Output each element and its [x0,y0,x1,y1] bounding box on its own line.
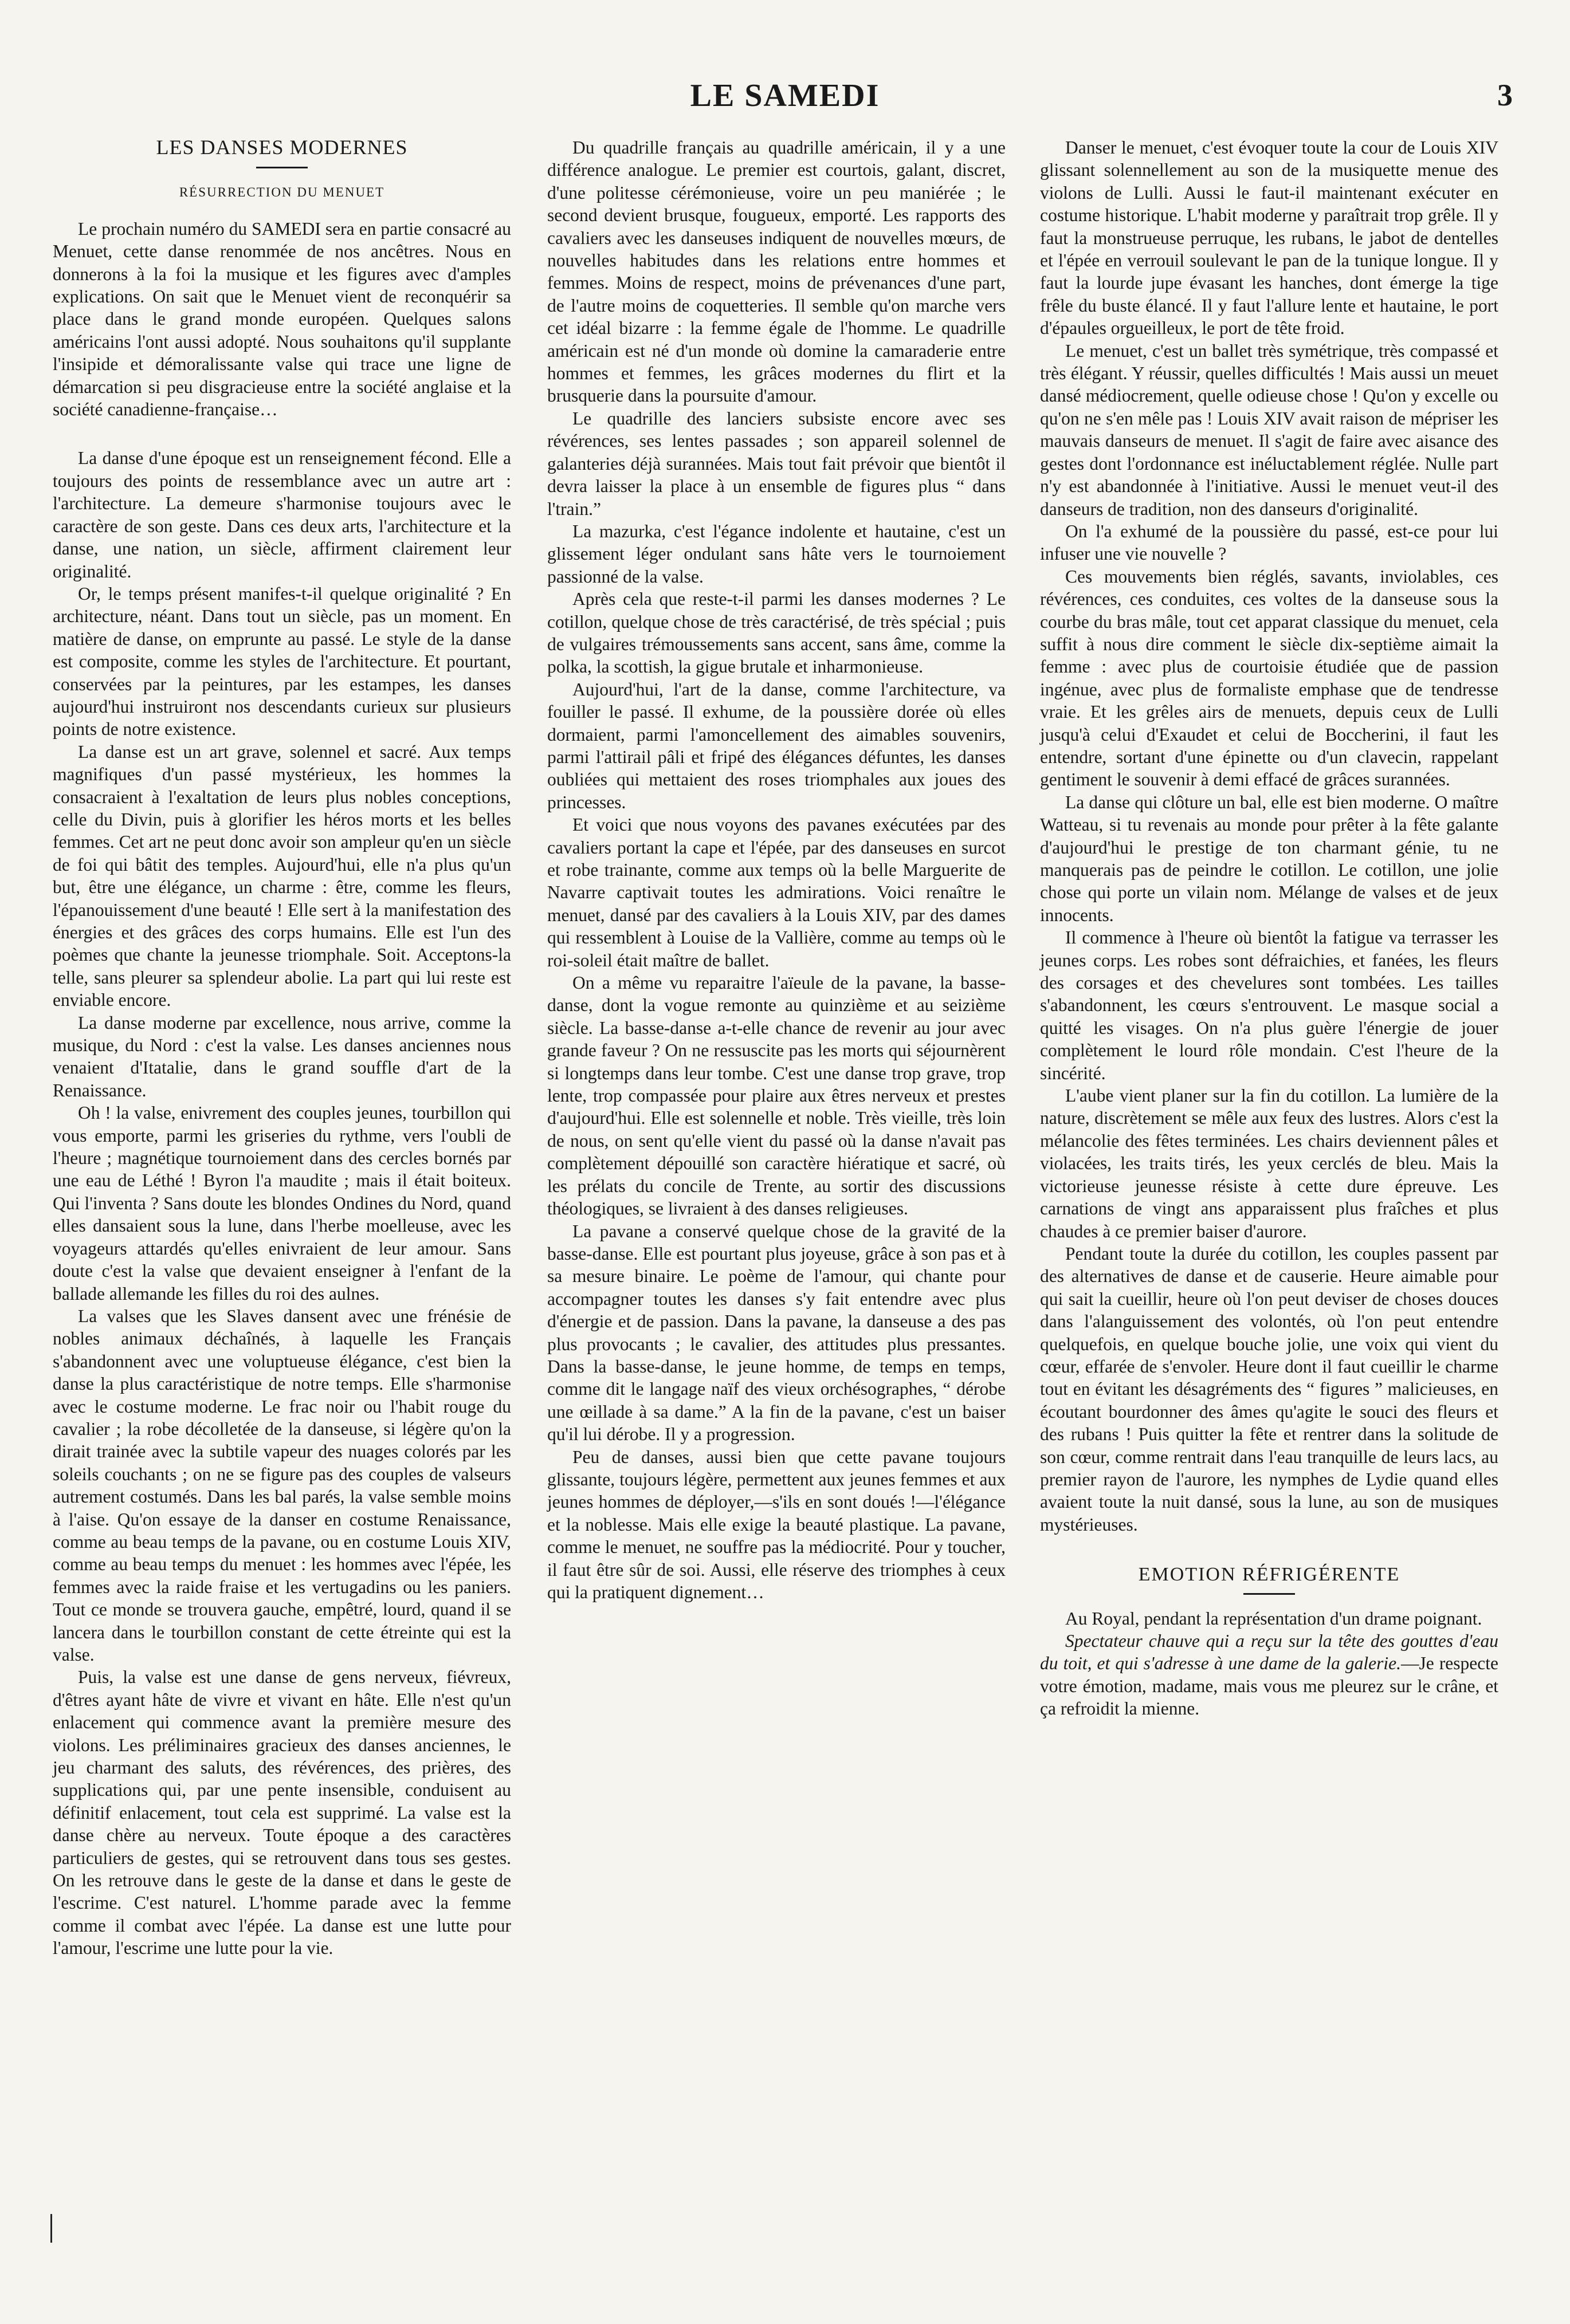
paragraph: La mazurka, c'est l'égance indolente et hautaine, c'est un glissement léger ondulant sans hâte vers le tournoiement passionné de la valse. [547,521,1006,587]
page-number: 3 [1497,78,1513,112]
paragraph: Le menuet, c'est un ballet très symétrique, très compassé et très élégant. Y réussir, quelles difficultés ! Mais aussi un meuet dansé médiocrement, quelle odieuse chose ! Qu'on y excelle ou qu'on ne s'en mêle pas ! Louis XIV avait raison de mépriser les mauvais danseurs de menuet. Il s'agit de faire avec aisance des gestes dont l'ordonnance est inéluctablement réglée. Nulle part n'y est abandonnée à l'initiative. Aussi le menuet veut-il des danseurs de tradition, non des danseurs d'originalité. [1040,340,1498,519]
paragraph: Puis, la valse est une danse de gens nerveux, fiévreux, d'êtres ayant hâte de vivre et vivant en hâte. Elle n'est qu'un enlacement qui commence avant la première mesure des violons. Les préliminaires gracieux des danses anciennes, le jeu charmant des saluts, des révérences, des prières, des supplications qui, par une pente insensible, conduisent au définitif enlacement, tout cela est supprimé. La valse est la danse chère au nerveux. Toute époque a des caractères particuliers de gestes, qui se retrouvent dans tous ses gestes. On les retrouve dans le geste de la danse et dans le geste de l'escrime. C'est naturel. L'homme parade avec la femme comme il combat avec l'épée. La danse est une lutte pour l'amour, l'escrime une lutte pour la vie. [53,1667,511,1959]
newspaper-title: LE SAMEDI [690,78,880,113]
paragraph: Le quadrille des lanciers subsiste encore avec ses révérences, ses lentes passades ; son appareil solennel de galanteries déjà surannées. Mais tout fait prévoir que bientôt il devra laisser la place à un ensemble de figures plus “ dans l'train.” [547,408,1006,519]
section-gap [53,420,511,447]
article-subtitle: RÉSURRECTION DU MENUET [179,185,385,200]
paragraph: La pavane a conservé quelque chose de la gravité de la basse-danse. Elle est pourtant plus joyeuse, grâce à son pas et à sa mesure binaire. Le poème de l'amour, qui chante pour accompagner toutes les danses s'y fait entendre avec plus d'énergie et de passion. Dans la pavane, la danseuse a des pas plus provocants ; le cavalier, des attitudes plus pressantes. Dans la basse-danse, le jeune homme, de temps en temps, comme dit le langage naïf des vieux orchésographes, “ dérobe une œillade à sa dame.” A la fin de la pavane, c'est un baiser qu'il lui dérobe. Il y a progression. [547,1221,1006,1445]
paragraph: On a même vu reparaitre l'aïeule de la pavane, la basse-danse, dont la vogue remonte au quinzième et au seizième siècle. La basse-danse a-t-elle chance de revenir au jour avec grande faveur ? On ne ressuscite pas les morts qui séjournèrent si longtemps dans leur tombe. C'est une danse trop grave, trop lente, trop compassée pour plaire aux êtres nerveux et prestes d'aujourd'hui. Elle est solennelle et noble. Très vieille, très loin de nous, on sent qu'elle vient du passé où la danse n'avait pas complètement dépouillé son caractère hiératique et sacré, où les prélats du concile de Trente, au sortir des discussions théologiques, se livraient à des danses religieuses. [547,973,1006,1219]
paragraph: La danse d'une époque est un renseignement fécond. Elle a toujours des points de ressemblance avec un autre art : l'architecture. La demeure s'harmonise toujours avec le caractère de son geste. Dans ces deux arts, l'architecture et la danse, une nation, un siècle, affirment clairement leur originalité. [53,448,511,581]
paragraph: Or, le temps présent manifes-t-il quelque originalité ? En architecture, néant. Dans tout un siècle, pas un moment. En matière de danse, on emprunte au passé. Le style de la danse est composite, comme les styles de l'architecture. Et pourtant, conservées par la peintures, par les estampes, les danses aujourd'hui instruiront nos descendants curieux sur plusieurs points de notre existence. [53,583,511,740]
paragraph: Après cela que reste-t-il parmi les danses modernes ? Le cotillon, quelque chose de très caractérisé, de très spécial ; puis de vulgaires trémoussements sans accent, sans âme, comme la polka, la scottish, la gigue brutale et inharmonieuse. [547,589,1006,677]
emotion-italic: Spectateur chauve qui a reçu sur la tête des gouttes d'eau du toit, et qui s'adresse à une dame de la galerie. [1040,1631,1498,1674]
emotion-reply: —Je respecte votre émotion, madame, mais vous me pleurez sur le crâne, et ça refroidit la mienne. [1040,1653,1498,1719]
paragraph: La danse moderne par excellence, nous arrive, comme la musique, du Nord : c'est la valse. Les danses anciennes nous venaient d'Itatalie, dans le grand souffle d'art de la Renaissance. [53,1012,511,1100]
paragraph: Danser le menuet, c'est évoquer toute la cour de Louis XIV glissant solennellement au son de la musiquette menue des violons de Lulli. Aussi le faut-il maintenant exécuter en costume historique. L'habit moderne y paraîtrait trop grêle. Il y faut la monstrueuse perruque, les rubans, le jabot de dentelles et l'épée en verrouil soulevant le pan de la tunique longue. Il y faut la lourde jupe évasant les hanches, dont émerge la tige frêle du buste élancé. Il y faut l'allure lente et hautaine, le port d'épaules orgueilleux, le port de tête froid. [1040,137,1498,339]
column-1 [53,136,511,1960]
emotion-paragraph: Au Royal, pendant la représentation d'un drame poignant. [1065,1608,1482,1629]
paragraph: On l'a exhumé de la poussière du passé, est-ce pour lui infuser une vie nouvelle ? [1040,521,1498,564]
paragraph: Le prochain numéro du SAMEDI sera en partie consacré au Menuet, cette danse renommée de nos ancêtres. Nous en donnerons à la foi la musique et les figures avec d'amples explications. On sait que le Menuet vient de reconquérir sa place dans le grand monde européen. Quelques salons américains l'ont aussi adopté. Nous souhaitons qu'il supplante l'insipide et démoralissante valse qui trace une ligne de démarcation si peu disgracieuse entre la société anglaise et la société canadienne-française… [53,218,511,420]
paragraph: Oh ! la valse, enivrement des couples jeunes, tourbillon qui vous emporte, parmi les griseries du rythme, vers l'oubli de l'heure ; magnétique tournoiement dans des cercles bornés par une eau de Léthé ! Byron l'a maudite ; mais il était boiteux. Qui l'inventa ? Sans doute les blondes Ondines du Nord, quand elles dansaient sous la lune, dans l'herbe moelleuse, avec les voyageurs attardés qu'elles enivraient de leur amour. Sans doute c'est la valse que devaient enseigner à l'enfant de la ballade allemande les filles du roi des aulnes. [53,1103,511,1304]
paragraph: L'aube vient planer sur la fin du cotillon. La lumière de la nature, discrètement se mêle aux feux des lustres. Alors c'est la mélancolie des fêtes terminées. Les chairs deviennent pâles et violacées, les traits tirés, les yeux cerclés de bleu. Mais la victorieuse jeunesse résiste à cette dure épreuve. Les carnations de vingt ans apparaissent plus fraîches et plus chaudes à ce premier baiser d'aurore. [1040,1086,1498,1241]
paragraph: Peu de danses, aussi bien que cette pavane toujours glissante, toujours légère, permettent aux jeunes femmes et aux jeunes hommes de déployer,—s'ils en sont doués !—l'élégance et la noblesse. Mais elle exige la beauté plastique. La pavane, comme le menuet, ne souffre pas la médiocrité. Pour y toucher, il faut être sûr de soi. Aussi, elle réserve des triomphes à ceux qui la pratiquent dignement… [547,1446,1006,1602]
paragraph: Il commence à l'heure où bientôt la fatigue va terrasser les jeunes corps. Les robes sont défraichies, et fanées, les fleurs des corsages et des chevelures sont tombées. Les tailles s'abandonnent, les cœurs s'entrouvent. Le masque social a quitté les visages. On n'a plus guère l'énergie de jouer complètement le lourd rôle mondain. C'est l'heure de la sincérité. [1040,927,1498,1083]
scan-edge-mark [50,2214,52,2243]
paragraph: Pendant toute la durée du cotillon, les couples passent par des alternatives de danse et de causerie. Heure aimable pour qui sait la cueillir, heure où l'on peut deviser de choses douces dans l'alanguissement des volontés, où l'on peut entendre quelquefois, en quelque bouche jolie, une voix qui vient du cœur, effarée de s'envoler. Heure dont il faut cueillir le charme tout en évitant les désagréments des “ figures ” malicieuses, en écoutant bourdonner des âmes qu'agite le souci des fleurs et des rubans ! Puis quitter la fête et rentrer dans la solitude de son cœur, comme rentrait dans l'eau tranquille de leurs lacs, au premier rayon de l'aurore, les nymphes de Lydie quand elles avaient toute la nuit dansé, sous la lune, au son de musiques mystérieuses. [1040,1243,1498,1535]
emotion-title: EMOTION RÉFRIGÉRENTE [1138,1564,1400,1586]
paragraph: La danse qui clôture un bal, elle est bien moderne. O maître Watteau, si tu revenais au monde pour prêter à la fête galante d'aujourd'hui le prestige de ton charmant génie, tu ne manquerais pas de peindre le cotillon. Le cotillon, une jolie chose qui porte un vilain nom. Mélange de valses et de jeux innocents. [1040,792,1498,925]
article-title: LES DANSES MODERNES [156,136,408,159]
title-rule [256,167,308,168]
paragraph: Aujourd'hui, l'art de la danse, comme l'architecture, va fouiller le passé. Il exhume, de la poussière dorée où elles dormaient, parmi l'amoncellement des aimables souvenirs, parmi l'attirail pâli et fripé des élégances défuntes, les danses oubliées qui mettaient des roses triomphales aux joues des princesses. [547,679,1006,812]
column-3 [1040,136,1498,1720]
paragraph: La valses que les Slaves dansent avec une frénésie de nobles animaux déchaînés, à laquelle les Français s'abandonnent avec une voluptueuse élégance, c'est bien la danse la plus caractéristique de notre temps. Elle s'harmonise avec le costume moderne. Le frac noir ou l'habit rouge du cavalier ; la robe décolletée de la danseuse, si légère qu'on la dirait trainée avec la subtile vapeur des nuages colorés par les soleils couchants ; on ne se figure pas des couples de valseurs autrement costumés. Dans les bal parés, la valse semble moins à l'aise. Qu'on essaye de la danser en costume Renaissance, comme au beau temps de la pavane, ou en costume Louis XIV, comme au beau temps du menuet : les hommes avec l'épée, les femmes avec la raide fraise et les vertugadins ou les paniers. Tout ce monde se trouvera gauche, empêtré, lourd, quand il se lancera dans le tourbillon constant de cette étreinte qui est la valse. [53,1305,511,1665]
emotion-rule [1243,1593,1295,1595]
paragraph: Ces mouvements bien réglés, savants, inviolables, ces révérences, ces conduites, ces voltes de la danseuse sous la courbe du bras mâle, tout cet apparat classique du menuet, cela suffit à nous dire comment le siècle dix-septième aimait la femme : avec plus de courtoisie étudiée que de passion ingénue, avec plus de formaliste emphase que de tendresse vraie. Et les grêles airs de menuets, depuis ceux de Lulli jusqu'à celui d'Exaudet et celui de Boccherini, il faut les entendre, sortant d'une épinette ou d'un clavecin, rappelant gentiment le souvenir à demi effacé de grâces surannées. [1040,566,1498,790]
column-2 [547,136,1006,1603]
paragraph: Du quadrille français au quadrille américain, il y a une différence analogue. Le premier est courtois, galant, discret, d'une politesse cérémonieuse, voire un peu maniérée ; le second devient brusque, fougueux, emporté. Les rapports des cavaliers avec les danseuses indiquent de nouvelles mœurs, de nouvelles habitudes dans les relations entre hommes et femmes. Moins de respect, moins de prévenances d'une part, de l'autre moins de coquetteries. Il semble qu'on marche vers cet idéal bizarre : la femme égale de l'homme. Le quadrille américain est né d'un monde où domine la camaraderie entre hommes et femmes, les grâces modernes du flirt et la brusquerie dans la poursuite d'amour. [547,137,1006,406]
paragraph: La danse est un art grave, solennel et sacré. Aux temps magnifiques d'un passé mystérieux, les hommes la consacraient à l'exaltation de leurs plus nobles conceptions, celle du Divin, puis à glorifier les héros morts et les belles femmes. Cet art ne peut donc avoir son ampleur qu'en un siècle de foi qui bâtit des temples. Aujourd'hui, elle n'a plus qu'un but, être une élégance, un charme : être, comme les fleurs, l'épanouissement d'une beauté ! Elle sert à la manifestation des énergies et des grâces des corps humains. Elle est l'un des poèmes que chante la jeunesse triomphale. Soit. Acceptons-la telle, sans pleurer sa splendeur abolie. La part qui lui reste est enviable encore. [53,741,511,1010]
emotion-dialogue [1040,1630,1498,1720]
paragraph: Et voici que nous voyons des pavanes exécutées par des cavaliers portant la cape et l'épée, par des danseuses en surcot et robe trainante, comme aux temps où la belle Marguerite de Navarre captivait toutes les admirations. Voici renaître le menuet, dansé par des cavaliers à la Louis XIV, par des dames qui ressemblent à Louise de la Vallière, comme au temps où le roi-soleil était maître de ballet. [547,815,1006,970]
page-header [52,77,1518,129]
